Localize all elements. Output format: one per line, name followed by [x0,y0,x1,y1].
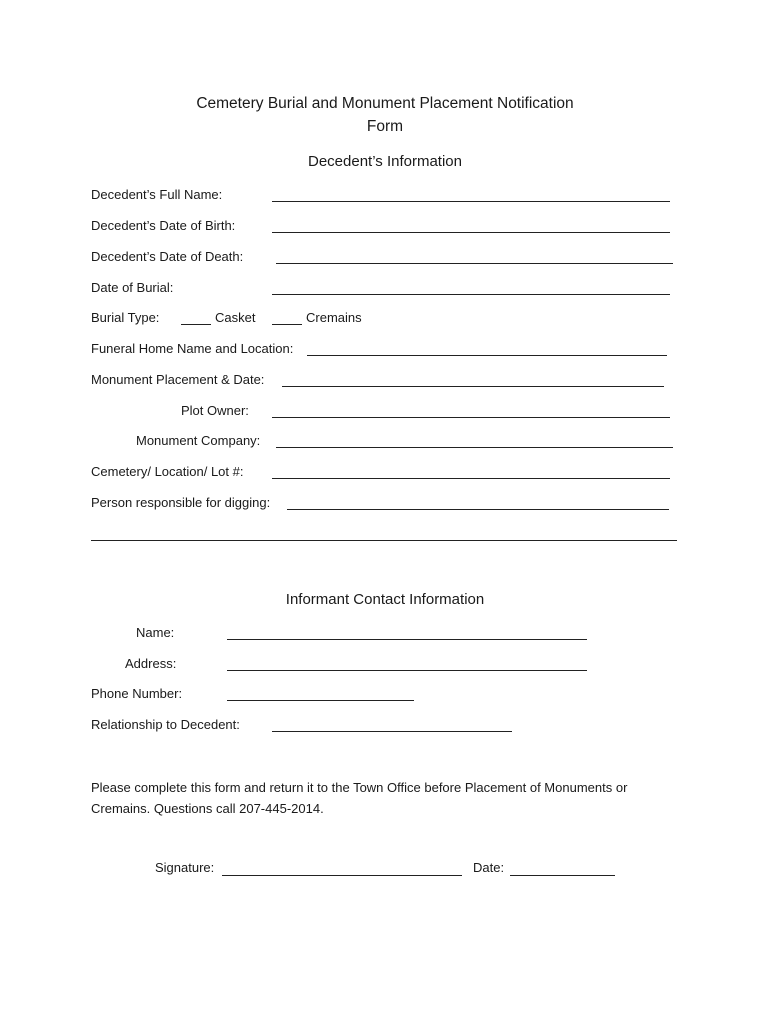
signature-field[interactable] [222,875,462,876]
monument-company-label: Monument Company: [136,433,261,448]
date-of-burial-field[interactable] [272,294,670,295]
monument-placement-label: Monument Placement & Date: [91,372,265,387]
casket-checkbox-blank[interactable] [181,324,211,325]
digging-person-field[interactable] [287,509,669,510]
cremains-checkbox-blank[interactable] [272,324,302,325]
monument-placement-field[interactable] [282,386,664,387]
informant-name-field[interactable] [227,639,587,640]
form-title-line-1: Cemetery Burial and Monument Placement Notification [196,95,574,112]
monument-company-field[interactable] [276,447,673,448]
cemetery-location-lot-field[interactable] [272,478,670,479]
informant-name-label: Name: [136,625,175,640]
phone-number-field[interactable] [227,700,414,701]
relationship-field[interactable] [272,731,512,732]
date-of-birth-field[interactable] [272,232,670,233]
funeral-home-label: Funeral Home Name and Location: [91,341,294,356]
informant-section-heading: Informant Contact Information [285,591,485,608]
date-of-birth-label: Decedent’s Date of Birth: [91,218,236,233]
date-of-burial-label: Date of Burial: [91,280,174,295]
relationship-label: Relationship to Decedent: [91,717,240,732]
informant-address-label: Address: [125,656,177,671]
informant-address-field[interactable] [227,670,587,671]
form-title-line-2: Form [366,118,404,135]
full-name-field[interactable] [272,201,670,202]
plot-owner-field[interactable] [272,417,670,418]
plot-owner-label: Plot Owner: [181,403,249,418]
signature-date-label: Date: [473,860,505,875]
cremains-label: Cremains [306,310,362,325]
phone-number-label: Phone Number: [91,686,183,701]
additional-info-field[interactable] [91,540,677,541]
date-of-death-label: Decedent’s Date of Death: [91,249,244,264]
decedent-section-heading: Decedent’s Information [308,153,462,170]
date-of-death-field[interactable] [276,263,673,264]
cemetery-location-lot-label: Cemetery/ Location/ Lot #: [91,464,244,479]
full-name-label: Decedent’s Full Name: [91,187,223,202]
signature-date-field[interactable] [510,875,615,876]
casket-label: Casket [215,310,256,325]
digging-person-label: Person responsible for digging: [91,495,271,510]
instructions-paragraph: Please complete this form and return it to the Town Office before Placement of Monuments or Cremains. Questions call 207-445-2014. [91,780,628,816]
funeral-home-field[interactable] [307,355,667,356]
signature-label: Signature: [155,860,215,875]
burial-type-label: Burial Type: [91,310,160,325]
